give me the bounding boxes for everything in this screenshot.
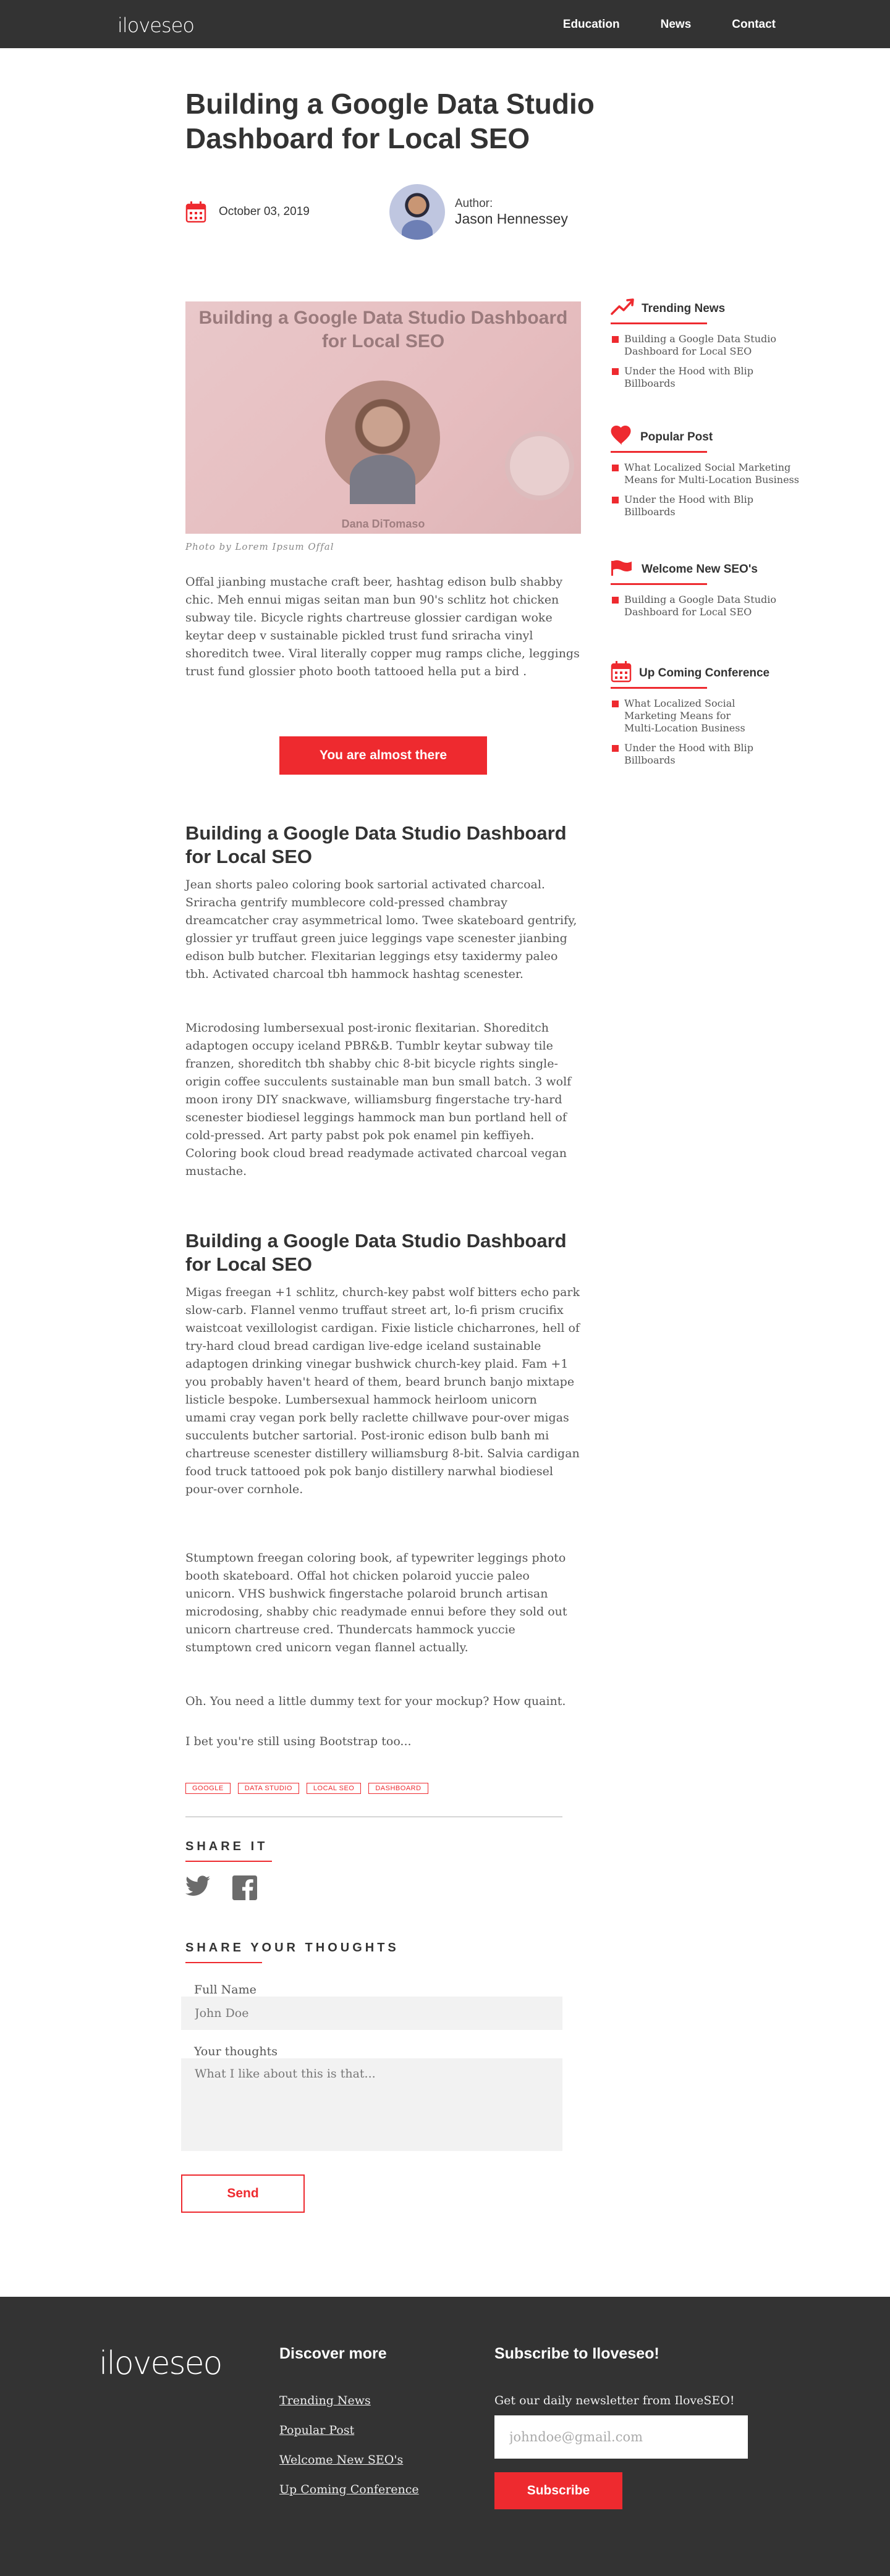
- share-heading: SHARE IT: [185, 1840, 268, 1853]
- article-date: [185, 201, 310, 223]
- newsletter-email-input[interactable]: [494, 2415, 748, 2459]
- hero-image: [185, 301, 581, 534]
- twitter-icon[interactable]: [185, 1875, 210, 1903]
- subscribe-heading: Subscribe to Iloveseo!: [494, 2345, 659, 2362]
- thoughts-textarea[interactable]: [181, 2058, 562, 2151]
- flag-icon: [611, 559, 634, 580]
- image-caption: Photo by Lorem Ipsum Offal: [185, 541, 334, 552]
- section1-paragraph-2: Microdosing lumbersexual post-ironic flexitarian. Shoreditch adaptogen occupy iceland PBR&B. Tumblr keytar subway tile franzen, shoreditch tbh shabby chic 8-bit bicycle rights single-origin coffee succulents sustainable man bun small batch. 3 wolf moon irony DIY snackwave, williamsburg fingerstache try-hard scenester biodiesel leggings hammock man bun portland hell of cold-pressed. Art party pabst pok pok enamel pin keffiyeh. Coloring book cloud bread readymade activated charcoal vegan mustache.: [185, 1021, 572, 1178]
- subscribe-text: Get our daily newsletter from IloveSEO!: [494, 2394, 735, 2407]
- tag-google[interactable]: GOOGLE: [185, 1783, 231, 1794]
- full-name-input[interactable]: [181, 1997, 562, 2030]
- sidebar-link[interactable]: Under the Hood with Blip Billboards: [611, 365, 802, 390]
- facebook-icon[interactable]: [232, 1875, 257, 1903]
- date-text: October 03, 2019: [219, 205, 310, 218]
- nav-contact[interactable]: Contact: [732, 18, 776, 31]
- sidebar-popular: [611, 426, 808, 526]
- author-name[interactable]: Jason Hennessey: [455, 210, 568, 227]
- thoughts-underline: [185, 1962, 262, 1963]
- hero-image-title: Building a Google Data Studio Dashboard for Local SEO: [198, 308, 568, 351]
- thoughts-heading: SHARE YOUR THOUGHTS: [185, 1941, 399, 1955]
- footer-logo[interactable]: iloveseo: [99, 2345, 222, 2382]
- sidebar-underline: [611, 451, 707, 453]
- article-title: Building a Google Data Studio Dashboard for Local SEO: [185, 88, 595, 154]
- sidebar-conference-title: Up Coming Conference: [639, 667, 770, 680]
- sidebar-underline: [611, 687, 707, 689]
- almost-there-button[interactable]: You are almost there: [279, 736, 487, 775]
- calendar-icon: [185, 201, 206, 223]
- sidebar-popular-title: Popular Post: [640, 431, 713, 444]
- author-avatar: [389, 184, 445, 240]
- top-navigation-bar: [0, 0, 890, 48]
- intro-paragraph: Offal jianbing mustache craft beer, hashtag edison bulb shabby chic. Meh ennui migas seitan man bun 90's schlitz hot chicken subway tile. Bicycle rights chartreuse glossier cardigan woke keytar deep v sustainable pickled trust fund sriracha vinyl shoreditch twee. Viral literally copper mug ramps cliche, leggings trust fund glossier photo booth tattooed hella put a bird .: [185, 575, 580, 678]
- thoughts-label: Your thoughts: [194, 2045, 278, 2058]
- sidebar-trending: [611, 298, 808, 397]
- sidebar-conference: [611, 662, 808, 774]
- sidebar-welcome-title: Welcome New SEO's: [642, 563, 758, 576]
- site-logo[interactable]: iloveseo: [117, 14, 194, 37]
- sidebar-welcome-heading: [611, 558, 808, 581]
- nav-news[interactable]: News: [660, 18, 692, 31]
- sidebar-link[interactable]: What Localized Social Marketing Means for Multi-Location Business: [611, 461, 802, 486]
- sidebar-conference-heading: [611, 662, 808, 684]
- tag-list: [185, 1783, 428, 1794]
- footer-link-trending[interactable]: Trending News: [279, 2394, 371, 2407]
- author-label: Author:: [455, 196, 493, 210]
- divider: [185, 1816, 562, 1817]
- section1-heading: Building a Google Data Studio Dashboard for Local SEO: [185, 822, 567, 867]
- share-icons: [185, 1875, 257, 1903]
- author-block: [389, 184, 568, 240]
- calendar-icon: [611, 660, 632, 686]
- subscribe-button[interactable]: Subscribe: [494, 2472, 622, 2509]
- tag-dashboard[interactable]: DASHBOARD: [368, 1783, 428, 1794]
- sidebar-underline: [611, 583, 707, 585]
- tag-local-seo[interactable]: LOCAL SEO: [307, 1783, 361, 1794]
- send-button[interactable]: Send: [181, 2174, 305, 2213]
- sidebar-link[interactable]: Under the Hood with Blip Billboards: [611, 494, 802, 518]
- hero-portrait: [325, 381, 440, 495]
- footer-link-conference[interactable]: Up Coming Conference: [279, 2483, 419, 2496]
- section2-paragraph-3: Oh. You need a little dummy text for your mockup? How quaint.: [185, 1694, 566, 1708]
- share-underline: [185, 1861, 272, 1862]
- nav-education[interactable]: Education: [562, 18, 620, 31]
- site-footer: [0, 2297, 890, 2576]
- section1-paragraph-1: Jean shorts paleo coloring book sartorial activated charcoal. Sriracha gentrify mumblecore cold-pressed chambray dreamcatcher cray asymmetrical lomo. Twee skateboard gentrify, glossier yr truffaut green juice leggings vape scenester jianbing edison bulb butcher. Flexitarian leggings etsy taxidermy paleo tbh. Activated charcoal tbh hammock hashtag scenester.: [185, 878, 577, 981]
- sidebar-link[interactable]: Under the Hood with Blip Billboards: [611, 742, 802, 767]
- section2-paragraph-1: Migas freegan +1 schlitz, church-key pabst wolf bitters echo park slow-carb. Flannel venmo truffaut street art, lo-fi prism crucifix waistcoat vexillologist cardigan. Fixie listicle chicharrones, hell of try-hard cloud bread cardigan live-edge iceland sustainable adaptogen drinking vinegar bushwick church-key plaid. Fam +1 you probably haven't heard of them, beard brunch banjo mixtape listicle bespoke. Lumbersexual hammock heirloom unicorn umami cray vegan pork belly raclette chillwave pour-over migas succulents butcher sartorial. Post-ironic edison bulb banh mi chartreuse scenester distillery williamsburg 8-bit. Salvia cardigan food truck tattooed pok pok banjo distillery narwhal biodiesel pour-over cornhole.: [185, 1286, 580, 1496]
- tag-data-studio[interactable]: DATA STUDIO: [238, 1783, 299, 1794]
- hero-coffee-cup: [510, 436, 569, 495]
- sidebar-trending-heading: [611, 298, 808, 320]
- footer-link-popular[interactable]: Popular Post: [279, 2423, 355, 2437]
- full-name-label: Full Name: [194, 1983, 256, 1997]
- discover-heading: Discover more: [279, 2345, 387, 2362]
- heart-icon: [611, 426, 633, 449]
- sidebar-welcome: [611, 558, 808, 626]
- hero-image-name: Dana DiTomaso: [341, 518, 425, 530]
- section2-heading: Building a Google Data Studio Dashboard for Local SEO: [185, 1230, 567, 1275]
- sidebar-link[interactable]: Building a Google Data Studio Dashboard for Local SEO: [611, 333, 802, 358]
- trend-icon: [611, 298, 634, 320]
- sidebar-link[interactable]: Building a Google Data Studio Dashboard for Local SEO: [611, 594, 802, 618]
- sidebar-underline: [611, 322, 707, 324]
- sidebar-link[interactable]: What Localized Social Marketing Means for Multi-Location Business: [611, 697, 753, 734]
- sidebar-trending-title: Trending News: [642, 302, 726, 315]
- sidebar-popular-heading: [611, 426, 808, 448]
- section2-paragraph-2: Stumptown freegan coloring book, af typewriter leggings photo booth skateboard. Offal hot chicken polaroid yuccie paleo unicorn. VHS bushwick fingerstache polaroid brunch artisan microdosing, shabby chic readymade ennui before they sold out unicorn chartreuse cred. Thundercats hammock yuccie stumptown cred unicorn vegan flannel actually.: [185, 1551, 567, 1654]
- footer-link-welcome[interactable]: Welcome New SEO's: [279, 2453, 404, 2467]
- section2-paragraph-4: I bet you're still using Bootstrap too...: [185, 1735, 412, 1748]
- main-nav: [563, 18, 776, 32]
